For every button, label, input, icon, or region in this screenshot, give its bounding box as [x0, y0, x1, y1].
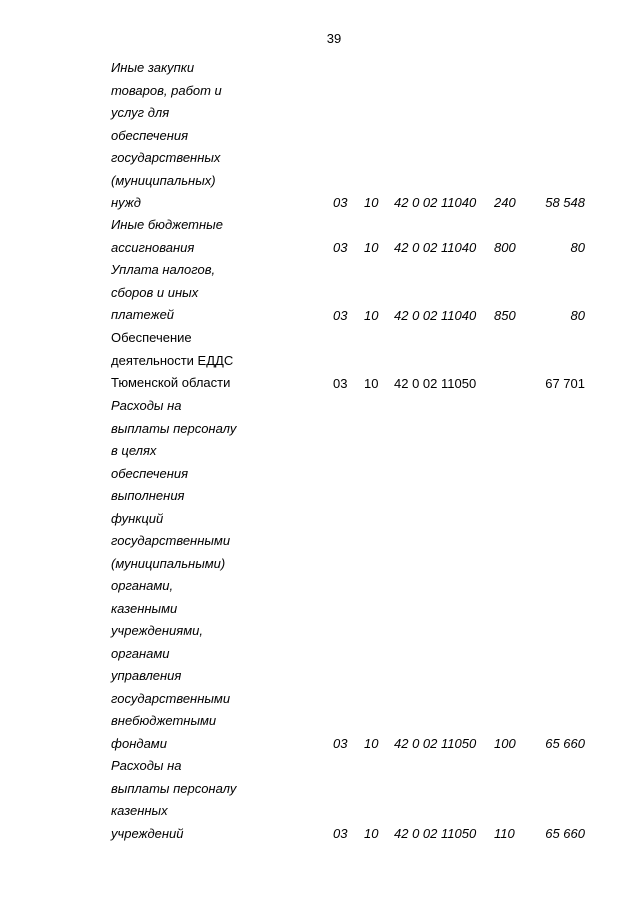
row-name-line: Иные закупки [111, 60, 195, 75]
target-article-code: 42 0 02 11050 [394, 375, 477, 391]
expense-type-code: 800 [494, 239, 516, 255]
subsection-code: 10 [364, 194, 379, 210]
amount: 80 [570, 307, 585, 323]
row-name-line: нужд [111, 195, 141, 210]
expense-type-code: 110 [494, 825, 515, 841]
table-row [0, 755, 640, 845]
section-code: 03 [333, 735, 348, 751]
row-name-line: товаров, работ и [111, 82, 222, 98]
row-name [111, 755, 251, 845]
row-name-line: государственными [111, 690, 231, 706]
section-code: 03 [333, 825, 348, 841]
row-name-line: Тюменской области [111, 375, 231, 390]
target-article-code: 42 0 02 11040 [394, 239, 477, 255]
table-row [0, 395, 640, 755]
subsection-code: 10 [364, 375, 379, 391]
row-name-line: казенных [111, 803, 168, 818]
subsection-code: 10 [364, 239, 379, 255]
row-name-line: Иные бюджетные [111, 217, 223, 232]
row-name [111, 57, 251, 215]
row-name-line: (муниципальными) [111, 555, 226, 571]
subsection-code: 10 [364, 735, 379, 751]
target-article-code: 42 0 02 11040 [394, 194, 477, 210]
amount: 65 660 [545, 825, 585, 841]
row-name-line: выполнения [111, 488, 185, 503]
amount: 58 548 [545, 194, 585, 210]
row-name-line: услуг для [111, 105, 170, 120]
row-name-line: внебюджетными [111, 713, 217, 728]
row-name-line: органами [111, 645, 170, 661]
row-name-line: платежей [111, 307, 175, 322]
amount: 67 701 [545, 375, 585, 391]
row-name-line: деятельности ЕДДС [111, 352, 234, 368]
subsection-code: 10 [364, 825, 379, 841]
section-code: 03 [333, 194, 348, 210]
row-name-line: ассигнования [111, 239, 195, 255]
row-name-line: Уплата налогов, [111, 262, 216, 277]
target-article-code: 42 0 02 11040 [394, 307, 477, 323]
row-name [111, 327, 251, 395]
row-name-line: выплаты персоналу [111, 420, 237, 436]
expense-type-code: 240 [494, 194, 516, 210]
section-code: 03 [333, 375, 348, 391]
row-name-line: государственными [111, 533, 231, 548]
row-name [111, 259, 251, 327]
target-article-code: 42 0 02 11050 [394, 825, 477, 841]
row-name-line: обеспечения [111, 465, 189, 481]
row-name-line: государственных [111, 150, 221, 165]
row-name-line: Расходы на [111, 398, 182, 413]
row-name-line: (муниципальных) [111, 172, 216, 188]
page-number: 39 [326, 31, 342, 46]
expense-type-code: 850 [494, 307, 516, 323]
row-name-line: в целях [111, 443, 157, 458]
row-name-line: учреждений [111, 825, 184, 841]
row-name-line: фондами [111, 735, 167, 751]
section-code: 03 [333, 307, 348, 323]
row-name-line: сборов и иных [111, 284, 199, 300]
row-name-line: обеспечения [111, 127, 189, 143]
table-row [0, 327, 640, 395]
row-name-line: выплаты персоналу [111, 780, 237, 796]
row-name-line: Обеспечение [111, 330, 192, 345]
row-name-line: казенными [111, 600, 178, 616]
row-name-line: учреждениями, [111, 623, 203, 638]
subsection-code: 10 [364, 307, 379, 323]
amount: 65 660 [545, 735, 585, 751]
target-article-code: 42 0 02 11050 [394, 735, 477, 751]
row-name [111, 395, 251, 755]
row-name-line: управления [111, 668, 182, 683]
table-row [0, 214, 640, 259]
table-row [0, 57, 640, 214]
table-row [0, 259, 640, 327]
row-name [111, 214, 251, 259]
row-name-line: функций [111, 510, 164, 526]
section-code: 03 [333, 239, 348, 255]
amount: 80 [570, 239, 585, 255]
expense-type-code: 100 [494, 735, 516, 751]
row-name-line: органами, [111, 578, 174, 593]
row-name-line: Расходы на [111, 758, 182, 773]
